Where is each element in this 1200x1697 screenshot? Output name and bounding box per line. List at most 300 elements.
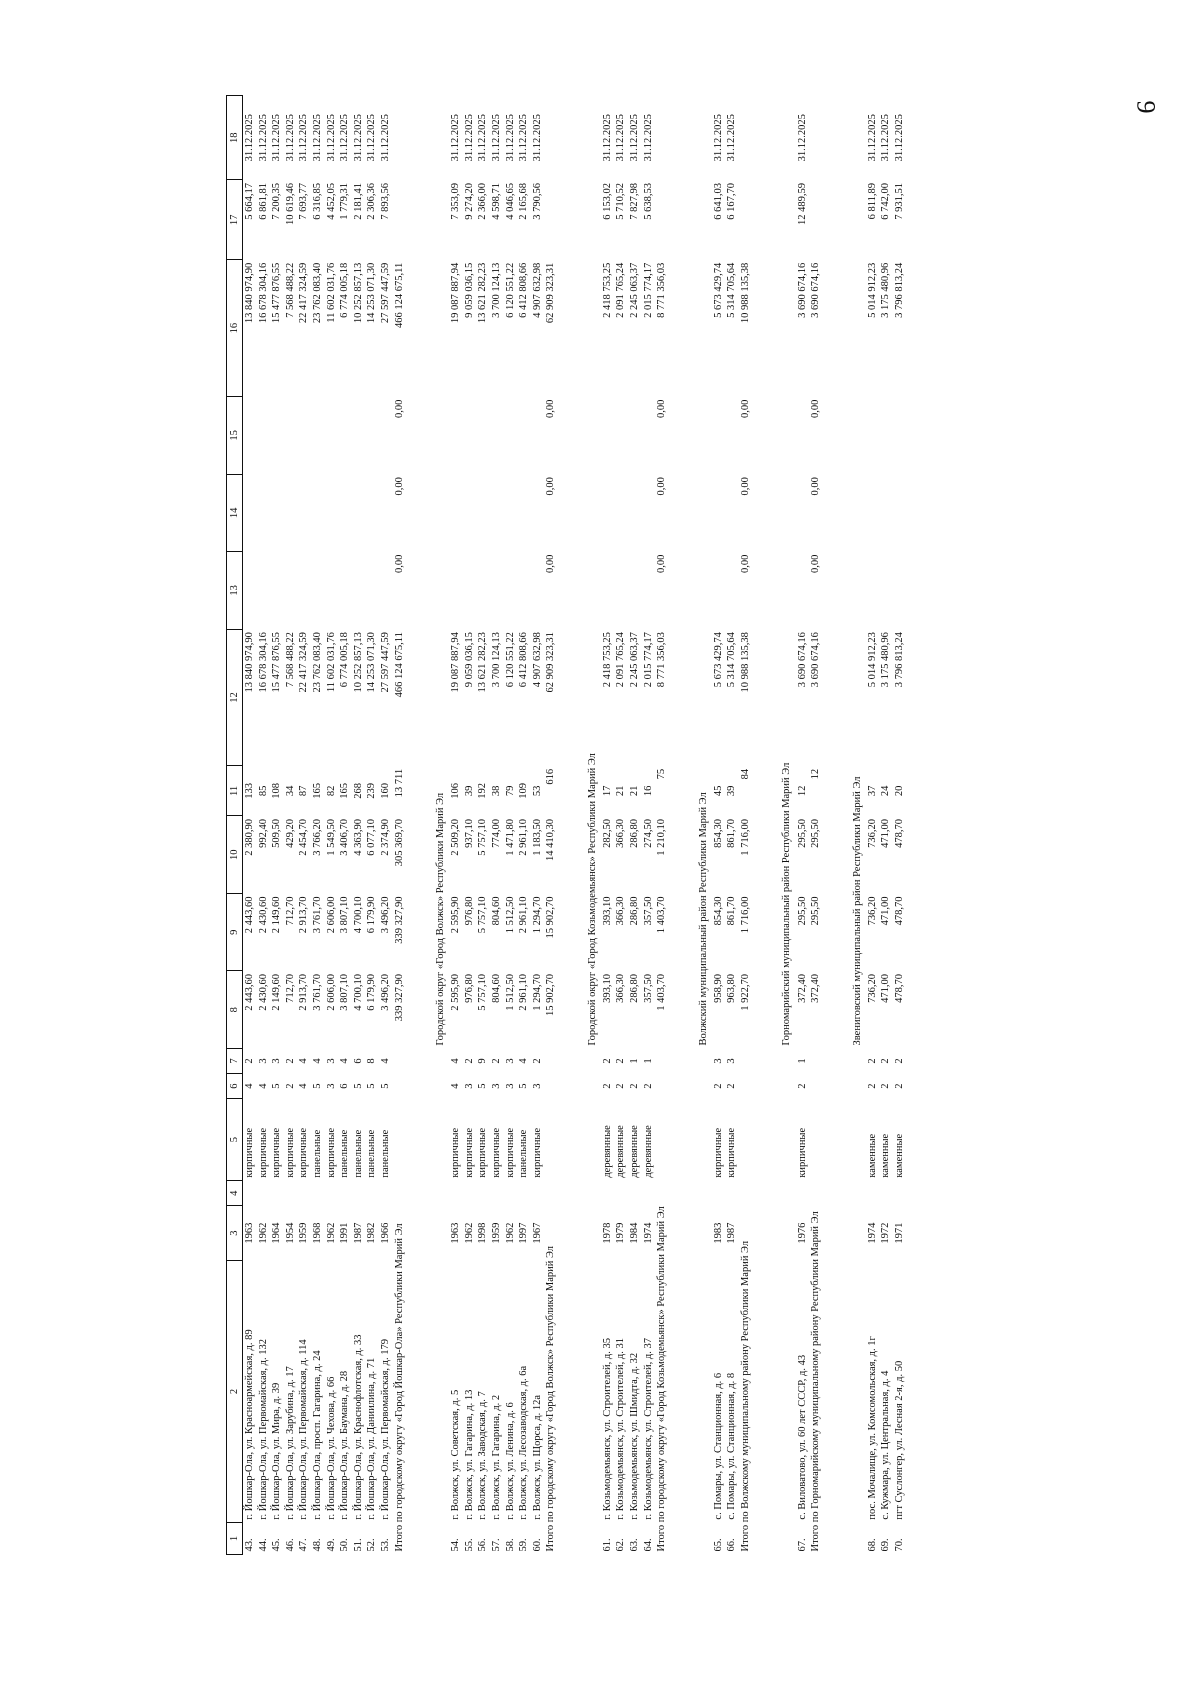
table-cell: 43. (244, 1538, 255, 1552)
total-row (544, 96, 558, 1555)
total-value: 1 210,10 (656, 818, 668, 856)
column-header: 14 (227, 474, 243, 552)
table-cell: 4 (450, 1083, 462, 1089)
table-cell: 2 245 063,37 (629, 262, 641, 318)
table-cell: 2 245 063,37 (629, 632, 641, 688)
table-cell (365, 1181, 379, 1206)
table-row (725, 96, 739, 1555)
table-row (490, 96, 504, 1555)
table-cell (325, 1181, 339, 1206)
table-cell: 31.12.2025 (311, 114, 323, 162)
table-cell: 108 (271, 783, 283, 799)
table-cell: 1978 (601, 1222, 613, 1244)
address-cell: г. Йошкар-Ола, ул. Первомайская, д. 132 (257, 1338, 269, 1520)
table-cell (531, 397, 545, 475)
spacer-cell (558, 96, 584, 1555)
table-cell: 70. (894, 1538, 905, 1552)
table-cell: 8 (366, 1058, 378, 1064)
address-cell: с. Помары, ул. Станционная, д. 8 (726, 1372, 738, 1520)
total-label: Итого по городскому округу «Город Волжск» Республики Марий Эл (545, 1245, 557, 1552)
table-cell: 5 757,10 (477, 818, 489, 856)
total-value: 1 716,00 (740, 896, 752, 934)
total-value: 0,00 (393, 477, 405, 496)
table-cell: 34 (284, 785, 296, 797)
table-cell: 2 (284, 1058, 296, 1064)
table-cell (712, 474, 726, 552)
table-cell (476, 474, 490, 552)
table-cell (257, 552, 271, 630)
total-value: 295,50 (810, 896, 822, 926)
table-cell: 1 183,50 (531, 818, 543, 856)
table-cell: 31.12.2025 (352, 114, 364, 162)
table-cell: 5 314 705,64 (726, 632, 738, 688)
table-row (338, 96, 352, 1555)
table-cell (517, 552, 531, 630)
table-cell: 6 861,81 (257, 183, 269, 220)
table-cell: 2 181,41 (352, 183, 364, 220)
table-cell: 31.12.2025 (504, 114, 516, 162)
section-heading: Звениговский муниципальный район Республики Марий Эл (851, 776, 863, 1046)
table-cell: 64. (642, 1538, 654, 1552)
table-cell: кирпичные (298, 1127, 310, 1178)
table-cell (490, 552, 504, 630)
table-cell: 2 015 774,17 (642, 262, 654, 318)
table-cell (270, 397, 284, 475)
table-cell (352, 397, 366, 475)
table-cell (449, 1181, 463, 1206)
table-cell: 31.12.2025 (463, 114, 475, 162)
table-cell: 31.12.2025 (477, 114, 489, 162)
table-cell (284, 397, 298, 475)
spacer-cell (823, 96, 849, 1555)
table-cell: кирпичные (726, 1127, 738, 1178)
table-cell: 4 907 632,98 (531, 632, 543, 688)
table-cell: 7 568 488,22 (284, 632, 296, 688)
table-cell: 3 (325, 1058, 337, 1064)
table-cell: 3 766,20 (311, 818, 323, 856)
table-cell: 165 (311, 783, 323, 799)
table-cell: панельные (366, 1129, 378, 1178)
table-cell: 5 (518, 1083, 530, 1089)
table-cell: 4 (450, 1058, 462, 1064)
table-cell: 109 (518, 783, 530, 799)
table-cell: кирпичные (244, 1127, 255, 1178)
table-cell: 87 (298, 785, 310, 797)
table-cell (352, 474, 366, 552)
table-cell: 165 (339, 783, 351, 799)
table-cell: 5 014 912,23 (866, 632, 878, 688)
address-cell: г. Йошкар-Ола, ул. Мира, д. 39 (271, 1382, 283, 1520)
spacer-row (823, 96, 849, 1555)
table-cell: каменные (880, 1133, 892, 1178)
table-cell (463, 1181, 477, 1206)
column-header: 17 (227, 180, 243, 260)
table-cell (270, 474, 284, 552)
table-cell: 4 598,71 (490, 183, 502, 220)
table-row (476, 96, 490, 1555)
table-cell (614, 474, 628, 552)
table-cell: 3 175 480,96 (880, 632, 892, 688)
total-value (655, 180, 669, 260)
address-cell: пгт Суслонгер, ул. Лесная 2-я, д. 50 (894, 1360, 905, 1520)
total-value: 339 327,90 (393, 973, 405, 1022)
section-heading: Горномарийский муниципальный район Республики Марий Эл (781, 762, 793, 1046)
table-cell: 7 568 488,22 (284, 262, 296, 318)
table-row (628, 96, 642, 1555)
table-cell: 4 363,90 (352, 818, 364, 856)
spacer-row (753, 96, 779, 1555)
table-cell: 4 (311, 1058, 323, 1064)
table-cell: 393,10 (601, 973, 613, 1003)
table-cell: 2 (615, 1083, 627, 1089)
address-cell: г. Волжск, ул. Щорса, д. 12а (531, 1394, 543, 1520)
total-value: 0,00 (393, 554, 405, 573)
table-cell: 2 091 765,24 (615, 262, 627, 318)
table-cell: 22 417 324,59 (298, 632, 310, 693)
total-row (655, 96, 669, 1555)
table-cell (866, 552, 880, 630)
table-cell (476, 1181, 490, 1206)
table-cell: 51. (352, 1538, 364, 1552)
table-cell: 27 597 447,59 (379, 262, 391, 324)
table-cell: 85 (257, 785, 269, 797)
table-cell: 366,30 (615, 973, 627, 1003)
table-cell: 2 595,90 (450, 896, 462, 934)
table-cell: 804,60 (490, 973, 502, 1003)
table-cell: 5 014 912,23 (866, 262, 878, 318)
table-cell (270, 552, 284, 630)
total-value: 372,40 (810, 973, 822, 1003)
table-cell: 31.12.2025 (298, 114, 310, 162)
table-row (325, 96, 339, 1555)
table-cell: 274,50 (642, 818, 654, 848)
table-cell: 1971 (894, 1222, 905, 1244)
table-cell: 6 412 808,66 (518, 262, 530, 318)
table-cell: кирпичные (450, 1127, 462, 1178)
table-cell: 31.12.2025 (726, 114, 738, 162)
table-cell: 47. (298, 1538, 310, 1552)
table-cell: 2 306,36 (366, 183, 378, 220)
table-cell: панельные (352, 1129, 364, 1178)
table-cell: 53 (531, 785, 543, 797)
table-cell: 976,80 (463, 896, 475, 926)
table-cell: 2 (531, 1058, 543, 1064)
table-cell (879, 397, 893, 475)
total-label: Итого по городскому округу «Город Йошкар-Ола» Республики Марий Эл (393, 1223, 405, 1552)
total-value: 62 909 323,31 (545, 262, 557, 324)
table-cell: 2 165,68 (518, 183, 530, 220)
table-cell: 2 (894, 1058, 905, 1064)
table-cell: 31.12.2025 (642, 114, 654, 162)
table-cell (365, 474, 379, 552)
table-cell: 67. (796, 1538, 808, 1552)
table-cell: 31.12.2025 (629, 114, 641, 162)
table-cell: 4 (518, 1058, 530, 1064)
table-cell: 3 (325, 1083, 337, 1089)
table-row (796, 96, 810, 1555)
table-cell (297, 552, 311, 630)
total-value (809, 96, 823, 181)
spacer-cell (432, 1048, 449, 1554)
table-cell: 2 (866, 1083, 878, 1089)
table-cell: 54. (450, 1538, 462, 1552)
address-cell: г. Йошкар-Ола, просп. Гагарина, д. 24 (311, 1350, 323, 1520)
table-cell: 10 619,46 (284, 183, 296, 225)
table-cell: 31.12.2025 (490, 114, 502, 162)
total-value: 0,00 (393, 399, 405, 418)
table-cell (893, 1181, 907, 1206)
table-cell: 3 790,56 (531, 183, 543, 220)
table-row (712, 96, 726, 1555)
table-cell: 4 452,05 (325, 183, 337, 220)
spacer-cell (849, 1048, 866, 1554)
total-value: 0,00 (740, 554, 752, 573)
table-cell: 2 961,10 (518, 896, 530, 934)
table-cell (628, 397, 642, 475)
table-cell (642, 397, 656, 475)
table-cell (531, 474, 545, 552)
table-cell: 1963 (244, 1222, 255, 1244)
table-cell (379, 1181, 393, 1206)
table-cell: 366,30 (615, 818, 627, 848)
table-cell: 1987 (352, 1222, 364, 1244)
total-label: Итого по Волжскому муниципальному району Республики Марий Эл (740, 1240, 752, 1552)
table-cell (311, 1181, 325, 1206)
table-row (297, 96, 311, 1555)
table-cell: 6 179,90 (366, 973, 378, 1011)
total-value: 13 711 (393, 768, 405, 798)
table-cell (504, 397, 518, 475)
table-cell: 4 907 632,98 (531, 262, 543, 318)
column-header: 6 (227, 1074, 243, 1099)
table-cell: 1954 (284, 1222, 296, 1244)
column-header: 4 (227, 1181, 243, 1206)
total-value: 15 902,70 (545, 973, 557, 1016)
table-cell: 1974 (866, 1222, 878, 1244)
table-cell (270, 1181, 284, 1206)
table-cell: 3 796 813,24 (894, 262, 905, 318)
table-cell (379, 552, 393, 630)
table-cell: 45 (712, 785, 724, 797)
table-cell: 2 (880, 1083, 892, 1089)
table-cell (628, 1181, 642, 1206)
table-row (531, 96, 545, 1555)
table-cell: 44. (257, 1538, 269, 1552)
table-cell (490, 397, 504, 475)
total-value: 1 716,00 (740, 818, 752, 856)
page-number: 9 (1131, 100, 1161, 114)
table-cell: 14 253 071,30 (366, 262, 378, 324)
table-cell: 937,10 (463, 818, 475, 848)
table-cell: 7 931,51 (894, 183, 905, 220)
table-cell: 7 893,56 (379, 183, 391, 220)
table-cell: 106 (450, 783, 462, 799)
address-cell: г. Козьмодемьянск, ул. Строителей, д. 37 (642, 1337, 654, 1520)
total-value: 12 (810, 768, 822, 780)
table-cell: 31.12.2025 (894, 114, 905, 162)
table-cell: 2 (880, 1058, 892, 1064)
total-value: 10 988 135,38 (740, 262, 752, 324)
table-cell: 286,80 (629, 818, 641, 848)
table-cell: 6 167,70 (726, 183, 738, 220)
address-cell: с. Помары, ул. Станционная, д. 6 (712, 1372, 724, 1520)
section-heading: Волжский муниципальный район Республики Марий Эл (697, 792, 709, 1046)
section-heading-row (584, 96, 601, 1555)
table-cell: 21 (629, 785, 641, 797)
column-header: 3 (227, 1206, 243, 1261)
spacer-row (406, 96, 432, 1555)
section-heading: Городской округ «Город Волжск» Республики Марий Эл (434, 792, 446, 1046)
table-cell: 1997 (518, 1222, 530, 1244)
table-cell: 1962 (504, 1222, 516, 1244)
table-cell: 5 (352, 1083, 364, 1089)
table-cell: 4 (298, 1083, 310, 1089)
table-cell: 2 149,60 (271, 973, 283, 1011)
table-cell: 268 (352, 783, 364, 799)
table-cell: 804,60 (490, 896, 502, 926)
table-cell: 6 153,02 (601, 183, 613, 220)
table-cell (476, 397, 490, 475)
table-cell: 133 (244, 783, 255, 799)
column-header: 10 (227, 816, 243, 894)
table-cell: 471,00 (880, 973, 892, 1003)
table-cell (879, 474, 893, 552)
table-cell (725, 1181, 739, 1206)
table-cell: панельные (311, 1129, 323, 1178)
column-header: 7 (227, 1048, 243, 1073)
table-cell: 7 353,09 (450, 183, 462, 220)
table-cell: панельные (339, 1129, 351, 1178)
column-header: 2 (227, 1260, 243, 1522)
address-cell: г. Йошкар-Ола, ул. Первомайская, д. 179 (379, 1338, 391, 1520)
table-cell: 1998 (477, 1222, 489, 1244)
table-cell: кирпичные (477, 1127, 489, 1178)
table-cell: 82 (325, 785, 337, 797)
table-cell: 1962 (463, 1222, 475, 1244)
table-cell: 2 (866, 1058, 878, 1064)
column-header: 11 (227, 766, 243, 816)
table-cell: 861,70 (726, 896, 738, 926)
table-cell (463, 552, 477, 630)
table-cell: кирпичные (531, 1127, 543, 1178)
table-row (257, 96, 271, 1555)
table-cell: 1 (629, 1058, 641, 1064)
table-cell: 239 (366, 783, 378, 799)
table-cell: 3 796 813,24 (894, 632, 905, 688)
table-cell: 861,70 (726, 818, 738, 848)
total-value: 3 690 674,16 (810, 262, 822, 318)
table-cell: 478,70 (894, 818, 905, 848)
total-value: 0,00 (545, 554, 557, 573)
table-cell: 6 077,10 (366, 818, 378, 856)
table-cell: 45. (271, 1538, 283, 1552)
table-cell: 736,20 (866, 818, 878, 848)
table-cell: 1 294,70 (531, 973, 543, 1011)
table-cell: 6 120 551,22 (504, 262, 516, 318)
table-cell (796, 397, 810, 475)
table-cell: 37 (866, 785, 878, 797)
table-cell: 5 673 429,74 (712, 632, 724, 688)
table-cell (642, 552, 656, 630)
address-cell: г. Йошкар-Ола, ул. Баумана, д. 28 (339, 1370, 351, 1520)
table-cell: 10 252 857,13 (352, 262, 364, 324)
table-cell: 3 406,70 (339, 818, 351, 856)
total-value: 84 (740, 768, 752, 780)
section-heading: Городской округ «Город Козьмодемьянск» Республики Марий Эл (586, 753, 598, 1046)
table-cell: 3 761,70 (311, 896, 323, 934)
table-cell: 79 (504, 785, 516, 797)
table-cell: 2 913,70 (298, 896, 310, 934)
table-cell: кирпичные (284, 1127, 296, 1178)
table-cell: 1966 (379, 1222, 391, 1244)
table-cell (243, 397, 257, 475)
table-cell: 6 120 551,22 (504, 632, 516, 688)
table-cell: 31.12.2025 (366, 114, 378, 162)
table-cell (725, 397, 739, 475)
table-cell: 46. (284, 1538, 296, 1552)
table-cell: 2 430,60 (257, 973, 269, 1011)
table-cell: 5 (311, 1083, 323, 1089)
table-cell: 58. (504, 1538, 516, 1552)
table-cell (531, 552, 545, 630)
table-cell: каменные (866, 1133, 878, 1178)
table-cell: 1967 (531, 1222, 543, 1244)
table-cell: кирпичные (257, 1127, 269, 1178)
table-cell: 509,50 (271, 818, 283, 848)
table-cell (449, 474, 463, 552)
address-cell: г. Йошкар-Ола, ул. Краснофлотская, д. 33 (352, 1334, 364, 1520)
table-cell: 5 (477, 1083, 489, 1089)
table-cell (879, 1181, 893, 1206)
table-cell: 3 496,20 (379, 973, 391, 1011)
address-cell: г. Козьмодемьянск, ул. Строителей, д. 35 (601, 1337, 613, 1520)
table-cell: деревянные (601, 1125, 613, 1178)
column-header: 15 (227, 397, 243, 475)
table-cell (517, 1181, 531, 1206)
table-cell (243, 474, 257, 552)
table-cell: 59. (518, 1538, 530, 1552)
spacer-cell (669, 96, 695, 1555)
total-label: Итого по городскому округу «Город Козьмодемьянск» Республики Марий Эл (656, 1206, 668, 1552)
table-row (284, 96, 298, 1555)
address-cell: г. Волжск, ул. Гагарина, д. 2 (490, 1394, 502, 1520)
table-cell: 52. (366, 1538, 378, 1552)
table-cell: 3 (504, 1058, 516, 1064)
table-cell: 5 664,17 (244, 183, 255, 220)
total-value: 0,00 (656, 477, 668, 496)
table-cell: 2 (601, 1083, 613, 1089)
table-cell: 2 418 753,25 (601, 632, 613, 688)
table-cell: 12 (796, 785, 808, 797)
table-cell (628, 552, 642, 630)
table-cell: 1984 (629, 1222, 641, 1244)
table-cell: 6 316,85 (311, 183, 323, 220)
total-value: 0,00 (740, 477, 752, 496)
table-cell: 2 913,70 (298, 973, 310, 1011)
table-cell: 1 471,80 (504, 818, 516, 856)
table-cell (725, 474, 739, 552)
table-cell: 13 840 974,90 (244, 262, 255, 324)
table-cell: 50. (339, 1538, 351, 1552)
table-cell: 4 (379, 1058, 391, 1064)
table-cell: 1964 (271, 1222, 283, 1244)
spacer-row (558, 96, 584, 1555)
table-cell (284, 474, 298, 552)
spacer-cell (695, 1048, 712, 1554)
table-cell: 20 (894, 785, 905, 797)
table-cell: 1974 (642, 1222, 654, 1244)
table-cell (601, 1181, 615, 1206)
